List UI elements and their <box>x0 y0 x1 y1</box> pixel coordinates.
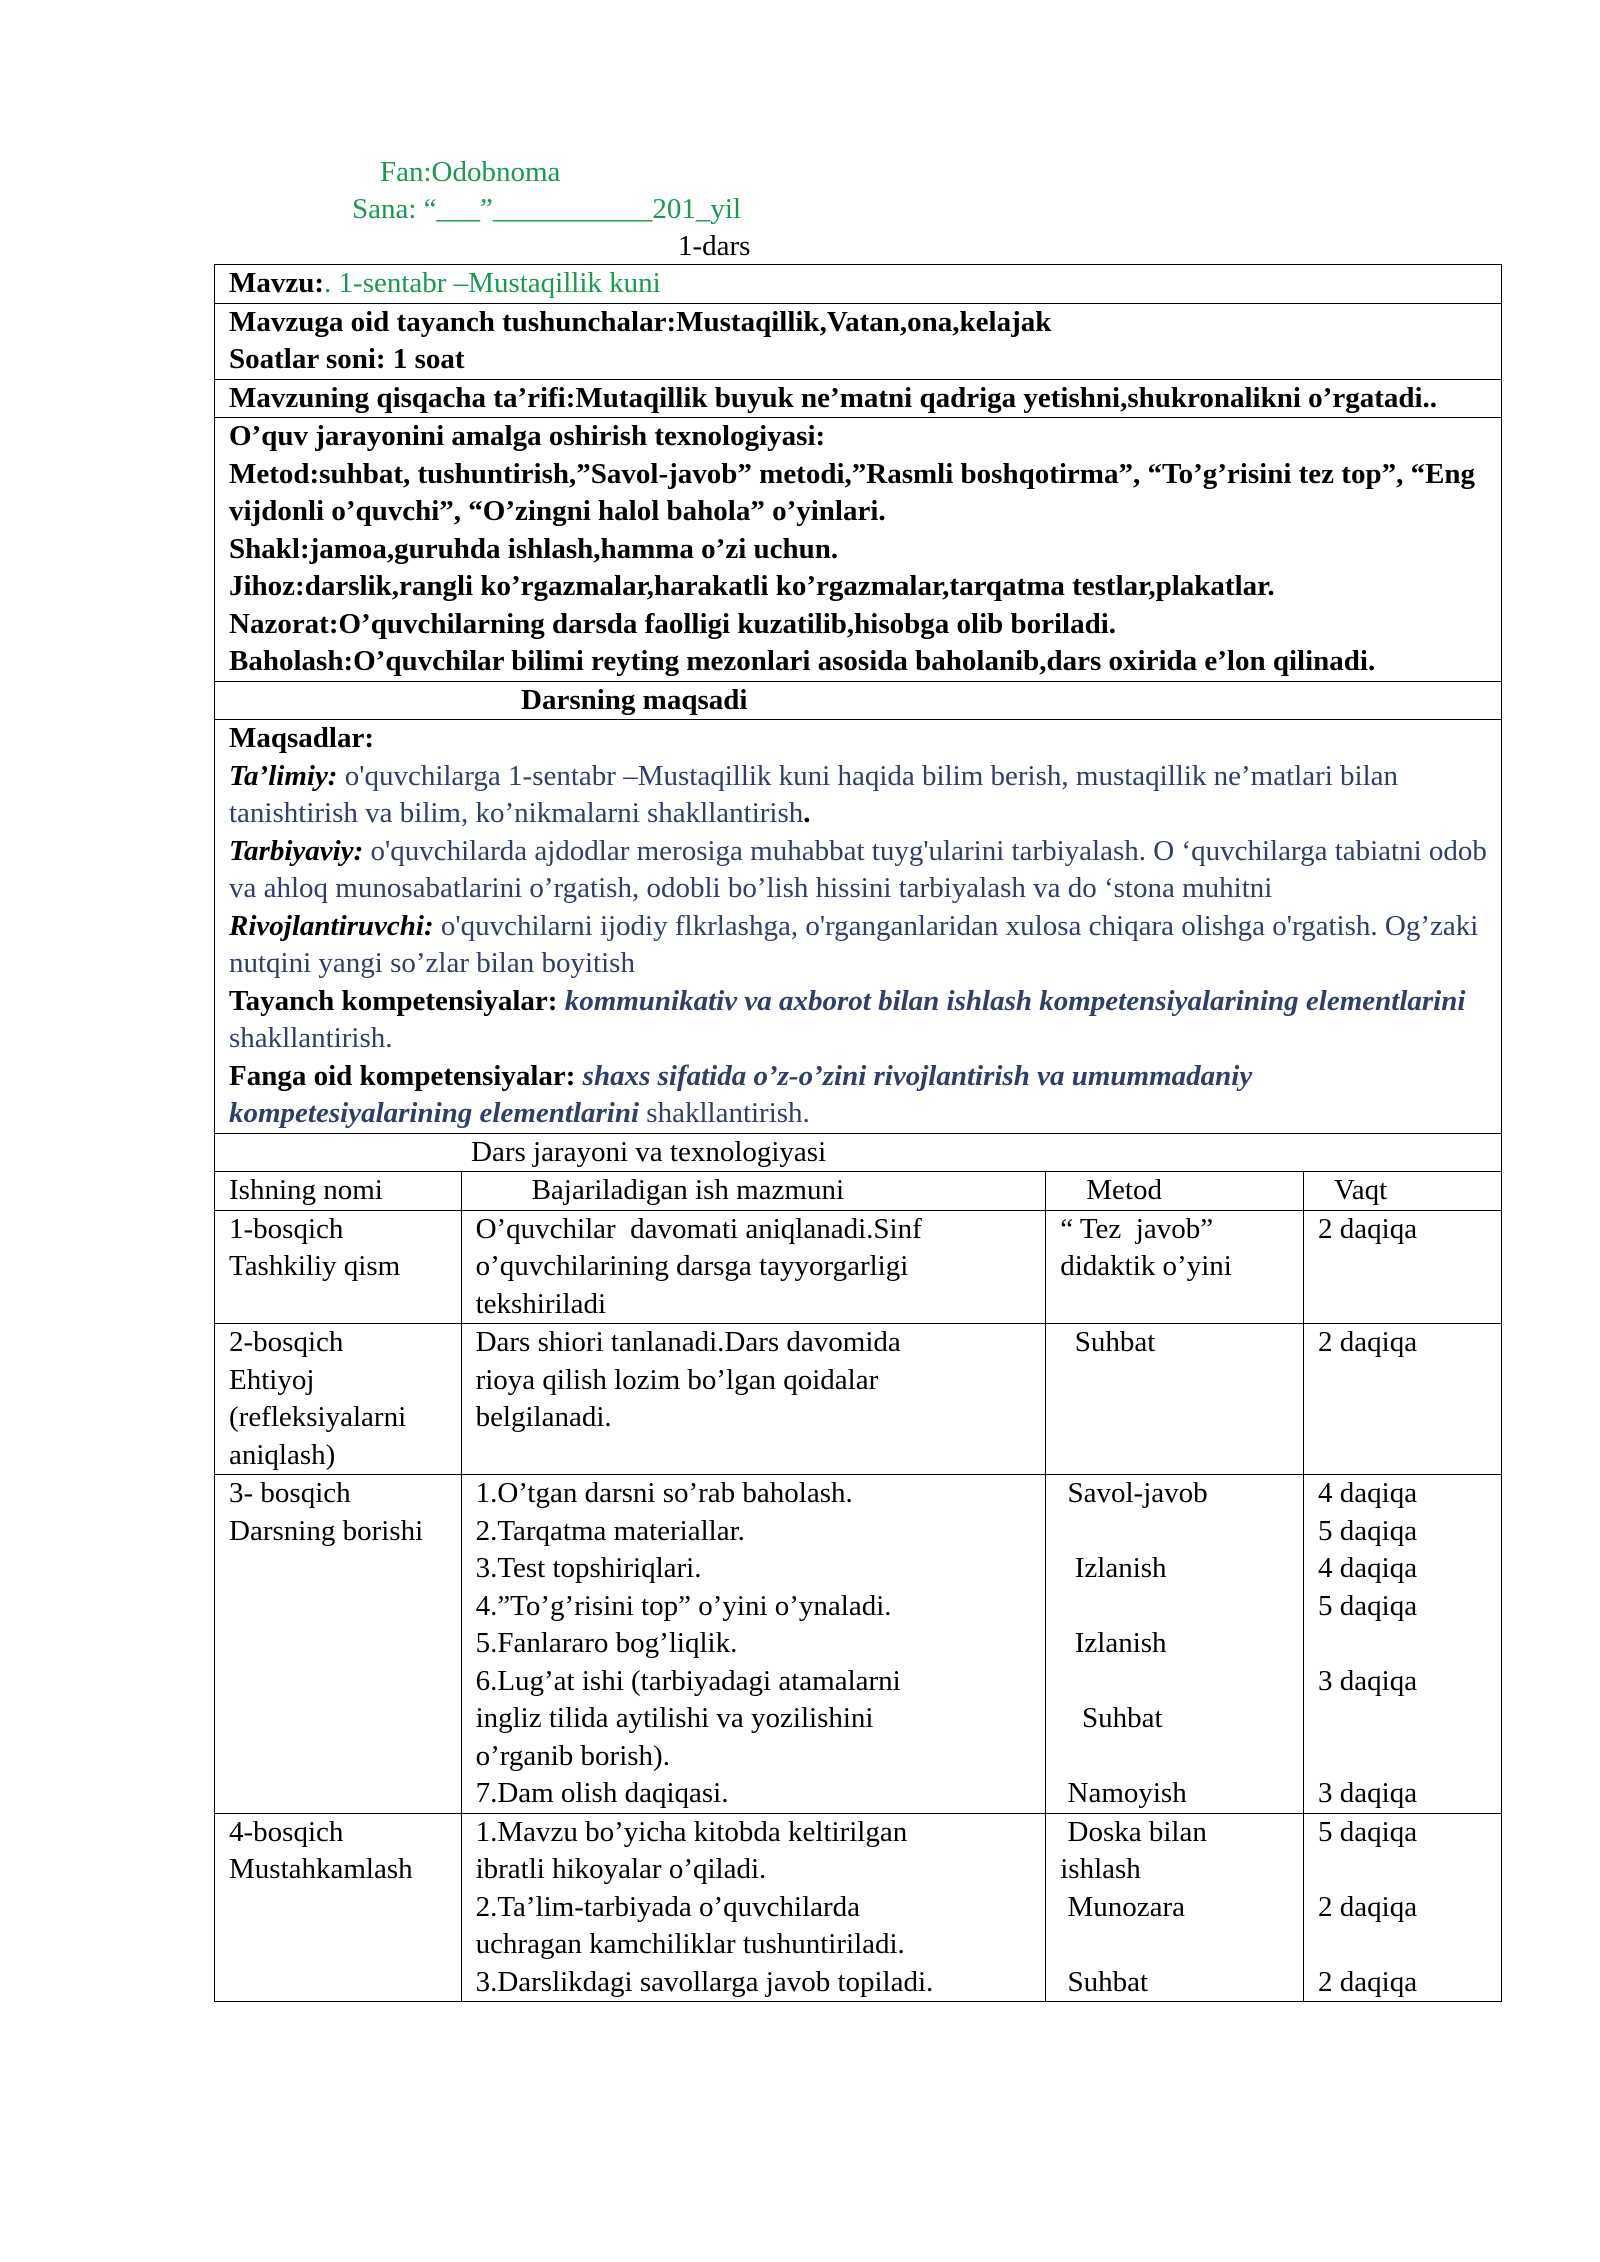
stage-time-line <box>1318 1700 1487 1738</box>
stage-method-line: Suhbat <box>1060 1326 1156 1358</box>
stage-time-cell <box>1304 1210 1502 1324</box>
stage-time-line <box>1318 1738 1487 1776</box>
stage-content-line: 1.Mavzu bo’yicha kitobda keltirilgan <box>475 1815 908 1848</box>
stage-name-line: 3- bosqich <box>229 1477 351 1509</box>
stage-content-cell <box>461 1813 1046 2002</box>
stage-content-line: O’quvchilar davomati aniqlanadi.Sinf <box>475 1212 922 1245</box>
stage-name-line: 4-bosqich <box>229 1815 344 1848</box>
stage-method-line: Namoyish <box>1060 1777 1187 1809</box>
stage-row <box>215 1324 1502 1475</box>
stage-name-line: 1-bosqich <box>229 1212 344 1245</box>
stages-body <box>215 1210 1502 2002</box>
educational-label: Ta’limiy: <box>229 759 338 792</box>
technology-row <box>215 418 1502 682</box>
control-text: Nazorat:O’quvchilarning darsda faolligi kuzatilib,hisobga olib boriladi. <box>229 607 1117 640</box>
stage-content-cell <box>461 1324 1046 1475</box>
stage-time-line: 2 daqiqa <box>1318 1326 1418 1358</box>
stage-content-cell <box>461 1210 1046 1324</box>
stage-method-cell <box>1046 1813 1304 2002</box>
stage-content-line: 5.Fanlararo bog’liqlik. <box>475 1627 738 1659</box>
stage-time-line: 3 daqiqa <box>1318 1664 1418 1697</box>
stage-time-line: 2 daqiqa <box>1318 1212 1418 1245</box>
upbringing-goal <box>229 833 1487 908</box>
stage-row <box>215 1210 1502 1324</box>
goals-title: Maqsadlar: <box>229 722 374 754</box>
concepts-row <box>215 303 1502 379</box>
stage-method-line: Izlanish <box>1060 1552 1167 1584</box>
stage-name-line: aniqlash) <box>229 1438 336 1471</box>
form-text: Shakl:jamoa,guruhda ishlash,hamma o’zi uchun. <box>229 532 839 565</box>
stage-content-cell <box>461 1475 1046 1814</box>
stage-content-line: 3.Test topshiriqlari. <box>475 1552 702 1584</box>
stage-name-cell <box>215 1475 462 1814</box>
developmental-goal <box>229 908 1487 983</box>
stage-time-cell <box>1304 1813 1502 2002</box>
subject-end: shakllantirish. <box>639 1097 810 1129</box>
stage-name-cell <box>215 1813 462 2002</box>
goal-title-row <box>215 681 1502 720</box>
subject-competencies <box>229 1058 1487 1133</box>
subject-emphasis: shaxs sifatida o’z-o’zini rivojlantirish va umummadaniy kompetesiyalarining elementlarini <box>229 1059 1253 1129</box>
stage-name-cell <box>215 1210 462 1324</box>
stage-content-line: ibratli hikoyalar o’qiladi. <box>475 1853 767 1885</box>
definition-row <box>215 379 1502 418</box>
stage-method-line: Doska bilan <box>1060 1815 1207 1848</box>
stage-method-line: Suhbat <box>1060 1702 1163 1734</box>
stage-content-line: tekshiriladi <box>475 1287 607 1320</box>
stage-time-line: 2 daqiqa <box>1318 1965 1418 1998</box>
stage-time-line: 4 daqiqa <box>1318 1552 1418 1584</box>
stage-row <box>215 1813 1502 2002</box>
stage-time-line <box>1318 1625 1487 1663</box>
stage-name-line: (refleksiyalarni <box>229 1401 407 1433</box>
goals-row <box>215 720 1502 1134</box>
stage-content-line: 2.Ta’lim-tarbiyada o’quvchilarda <box>475 1890 861 1923</box>
developmental-label: Rivojlantiruvchi: <box>229 909 434 942</box>
equipment-text: Jihoz:darslik,rangli ko’rgazmalar,harakatli ko’rgazmalar,tarqatma testlar,plakatlar. <box>229 570 1275 602</box>
stage-method-cell <box>1046 1475 1304 1814</box>
stage-time-line: 4 daqiqa <box>1318 1477 1418 1509</box>
stage-name-line: Mustahkamlash <box>229 1853 413 1885</box>
stage-method-line: “ Tez javob” <box>1060 1212 1214 1245</box>
stage-content-line: 6.Lug’at ishi (tarbiyadagi atamalarni <box>475 1664 901 1697</box>
stage-name-line: 2-bosqich <box>229 1326 344 1358</box>
stage-row <box>215 1475 1502 1814</box>
stage-method-line <box>1060 1738 1289 1776</box>
stage-content-line: 7.Dam olish daqiqasi. <box>475 1777 729 1809</box>
column-header-row <box>215 1172 1502 1211</box>
stage-time-line <box>1318 1851 1487 1889</box>
stage-content-line: ingliz tilida aytilishi va yozilishini <box>475 1702 874 1734</box>
upbringing-label: Tarbiyaviy: <box>229 834 364 867</box>
stage-method-line: didaktik o’yini <box>1060 1250 1232 1282</box>
stage-content-line: 4.”To’g’risini top” o’yini o’ynaladi. <box>475 1589 892 1622</box>
stage-method-line <box>1060 1513 1289 1551</box>
stage-content-line: 2.Tarqatma materiallar. <box>475 1514 745 1547</box>
core-end: shakllantirish. <box>229 1022 393 1054</box>
stage-time-line: 5 daqiqa <box>1318 1589 1418 1622</box>
topic-label: Mavzu: <box>229 267 325 299</box>
stage-time-line: 3 daqiqa <box>1318 1777 1418 1809</box>
educational-end: . <box>803 797 811 829</box>
developmental-text: o'quvchilarni ijodiy flkrlashga, o'rganganlaridan xulosa chiqara olishga o'rgatish. Og’zaki nutqini yangi so’zlar bilan boyitish <box>229 909 1479 979</box>
educational-goal <box>229 758 1487 833</box>
topic-value: . 1-sentabr –Mustaqillik kuni <box>324 267 661 299</box>
fan-heading: Fan:Odobnoma <box>380 156 561 188</box>
stage-name-cell <box>215 1324 462 1475</box>
topic-row <box>215 265 1502 304</box>
stage-name-line: Ehtiyoj <box>229 1363 315 1396</box>
stage-content-line: 3.Darslikdagi savollarga javob topiladi. <box>475 1965 934 1998</box>
technology-title: O’quv jarayonini amalga oshirish texnologiyasi: <box>229 420 826 452</box>
core-emphasis: kommunikativ va axborot bilan ishlash kompetensiyalarining elementlarini <box>557 984 1466 1017</box>
hours-count: Soatlar soni: 1 soat <box>229 343 465 375</box>
date-line: Sana: “___”___________201_yil <box>352 193 742 225</box>
stage-content-line: rioya qilish lozim bo’lgan qoidalar <box>475 1363 879 1396</box>
process-title-row <box>215 1133 1502 1172</box>
stage-content-line: o’rganib borish). <box>475 1739 670 1772</box>
stage-name-line: Darsning borishi <box>229 1514 424 1547</box>
stage-time-line: 2 daqiqa <box>1318 1890 1418 1923</box>
lesson-number: 1-dars <box>678 230 751 262</box>
stage-content-line: o’quvchilarining darsga tayyorgarligi <box>475 1250 909 1282</box>
stage-method-line: Suhbat <box>1060 1965 1149 1998</box>
topic-cell <box>215 265 1502 304</box>
upbringing-text: o'quvchilarda ajdodlar merosiga muhabbat tuyg'ularini tarbiyalash. O ‘quvchilarga tabiatni odob va ahloq munosabatlarini o’rgatish, odobli bo’lish hissini tarbiyalash va do ‘stona muhitni <box>229 834 1487 904</box>
stage-content-line: Dars shiori tanlanadi.Dars davomida <box>475 1326 901 1358</box>
stage-time-cell <box>1304 1324 1502 1475</box>
column-header-name: Ishning nomi <box>215 1172 462 1211</box>
stage-content-line: 1.O’tgan darsni so’rab baholash. <box>475 1477 853 1509</box>
goals-cell <box>215 720 1502 1134</box>
stage-method-cell <box>1046 1210 1304 1324</box>
concepts-cell <box>215 303 1502 379</box>
stage-time-line: 5 daqiqa <box>1318 1815 1418 1848</box>
stage-method-line: Savol-javob <box>1060 1477 1208 1509</box>
subject-label: Fanga oid kompetensiyalar: <box>229 1059 576 1092</box>
stage-method-line: Izlanish <box>1060 1627 1167 1659</box>
column-header-time: Vaqt <box>1304 1172 1502 1211</box>
stage-method-cell <box>1046 1324 1304 1475</box>
stage-time-cell <box>1304 1475 1502 1814</box>
technology-cell <box>215 418 1502 682</box>
core-competencies <box>229 983 1487 1058</box>
assessment-text: Baholash:O’quvchilar bilimi reyting mezonlari asosida baholanib,dars oxirida e’lon qilinadi. <box>229 645 1376 677</box>
method-text: Metod:suhbat, tushuntirish,”Savol-javob” metodi,”Rasmli boshqotirma”, “To’g’risini tez top”, “Eng vijdonli o’quvchi”, “O’zingni halol bahola” o’yinlari. <box>229 457 1476 527</box>
stage-method-line <box>1060 1926 1289 1964</box>
stage-time-line: 5 daqiqa <box>1318 1514 1418 1547</box>
column-header-content: Bajariladigan ish mazmuni <box>461 1172 1046 1211</box>
goal-title: Darsning maqsadi <box>215 681 1502 720</box>
core-label: Tayanch kompetensiyalar: <box>229 984 558 1017</box>
stage-time-line <box>1318 1926 1487 1964</box>
topic-definition: Mavzuning qisqacha ta’rifi:Mutaqillik buyuk ne’matni qadriga yetishni,shukronalikni o’rgatadi.. <box>215 379 1502 418</box>
column-header-method: Metod <box>1046 1172 1304 1211</box>
educational-text: o'quvchilarga 1-sentabr –Mustaqillik kuni haqida bilim berish, mustaqillik ne’matlari bilan tanishtirish va bilim, ko’nikmalarni shakllantirish <box>229 759 1399 829</box>
process-title: Dars jarayoni va texnologiyasi <box>215 1133 1502 1172</box>
lesson-plan-table <box>214 264 1502 2002</box>
stage-content-line: uchragan kamchiliklar tushuntiriladi. <box>475 1928 905 1960</box>
stage-name-line: Tashkiliy qism <box>229 1250 401 1282</box>
stage-method-line: ishlash <box>1060 1853 1141 1885</box>
stage-method-line <box>1060 1663 1289 1701</box>
stage-method-line <box>1060 1588 1289 1626</box>
key-concepts: Mavzuga oid tayanch tushunchalar:Mustaqillik,Vatan,ona,kelajak <box>229 305 1052 338</box>
stage-content-line: belgilanadi. <box>475 1401 612 1433</box>
stage-method-line: Munozara <box>1060 1890 1186 1923</box>
